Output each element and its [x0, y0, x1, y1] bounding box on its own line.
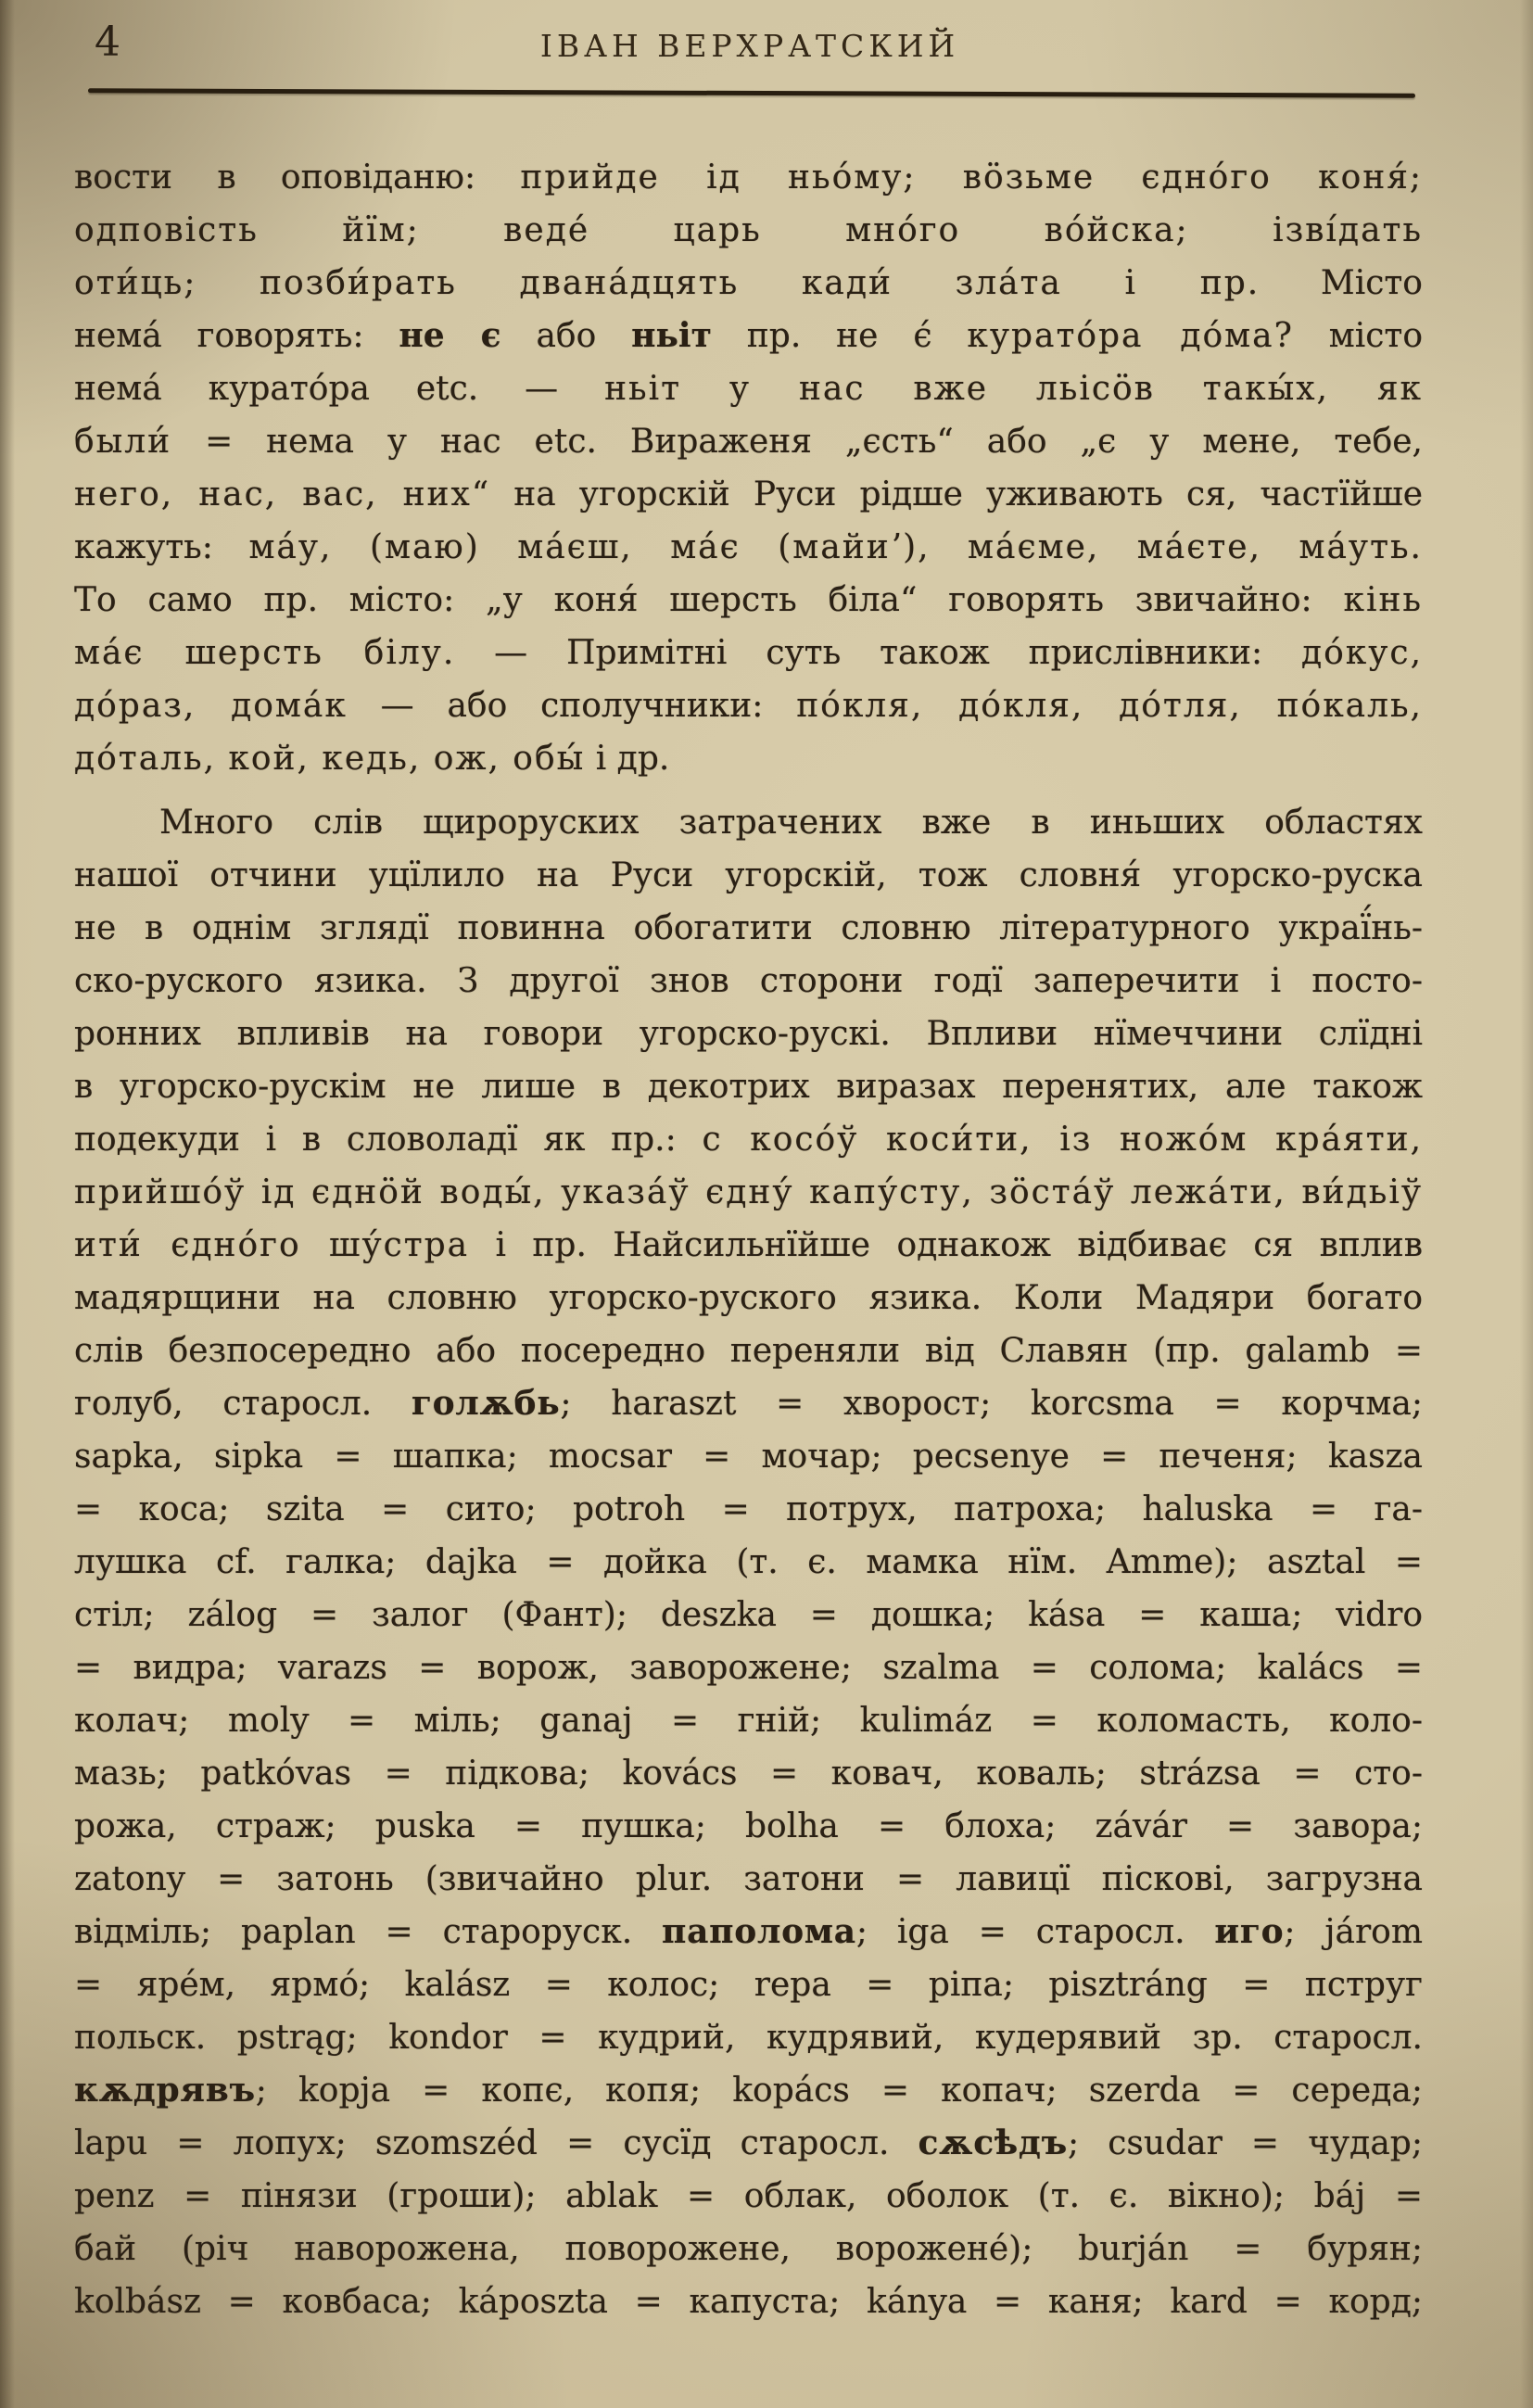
- text-line: [74, 2275, 1423, 2328]
- text-segment-n: колач; moly = міль; ganaj = гній; kulimáz = коломасть, коло-: [74, 1702, 1423, 1740]
- text-line: [74, 1589, 1423, 1641]
- text-line: [74, 1641, 1423, 1694]
- text-line: [74, 2064, 1423, 2117]
- text-segment-n: мазь; patkóvas = підкова; kovács = ковач, коваль; strázsa = сто-: [74, 1755, 1423, 1793]
- text-segment-n: на угорскій Руси рідше уживають ся, частїйше: [490, 475, 1423, 513]
- text-line: [74, 151, 1423, 204]
- text-segment-n: ; haraszt = хворост; korcsma = корчма;: [560, 1385, 1424, 1423]
- text-line: [74, 1800, 1423, 1853]
- text-line: [74, 1324, 1423, 1377]
- text-line: [74, 732, 1423, 785]
- text-segment-n: ; iga = старосл.: [855, 1913, 1215, 1951]
- text-segment-n: Много слів щироруских затрачених вже в иньших областях: [159, 804, 1423, 842]
- text-line: [74, 2117, 1423, 2170]
- text-segment-n: в угорско-рускім не лише в декотрих виразах перенятих, але також: [74, 1068, 1423, 1106]
- text-segment-n: = коса; szita = сито; potroh = потрух, патроха; haluska = га-: [74, 1490, 1423, 1528]
- text-segment-sp: одповість йїм; веде́ царь мно́го во́йска; ізві́дать: [74, 211, 1423, 249]
- text-segment-n: lapu = лопух; szomszéd = сусїд старосл.: [74, 2124, 919, 2162]
- text-segment-n: голуб, старосл.: [74, 1385, 412, 1423]
- text-segment-sp: ма́є шерсть білу.: [74, 634, 456, 672]
- text-line: [74, 1113, 1423, 1166]
- text-segment-n: місто: [1293, 317, 1424, 355]
- text-line: [74, 1166, 1423, 1219]
- text-segment-n: бай (річ наворожена, поворожене, ворожене́); burján = бурян;: [74, 2230, 1423, 2268]
- text-segment-n: kolbász = ковбаса; káposzta = капуста; kánya = каня; kard = корд;: [74, 2283, 1423, 2321]
- text-line: [74, 1272, 1423, 1324]
- text-segment-osl: голѫбь: [411, 1384, 561, 1423]
- text-segment-n: нема́ говорять:: [74, 317, 399, 355]
- text-segment-n: не в однім зглядї повинна обогатити словню літературного украї́нь-: [74, 909, 1423, 947]
- header-rule: [88, 88, 1415, 97]
- text-segment-n: подекуди і в словоладї як пр.:: [74, 1121, 703, 1159]
- text-line: [74, 574, 1423, 627]
- text-line: [74, 468, 1423, 521]
- text-line: [74, 257, 1423, 310]
- text-segment-n: польск. pstrąg; kondor = кудрий, кудрявий, кудерявий зр. старосл.: [74, 2019, 1423, 2057]
- text-line: [74, 415, 1423, 468]
- text-segment-n: penz = пінязи (гроши); ablak = облак, оболок (т. є. вікно); báj =: [74, 2177, 1423, 2215]
- text-line: [74, 2170, 1423, 2223]
- text-segment-b: не є: [399, 316, 501, 355]
- text-segment-n: ; kopja = копє, копя; kopács = копач; szerda = середа;: [255, 2072, 1423, 2110]
- text-segment-n: і др.: [585, 740, 670, 778]
- text-line: [74, 955, 1423, 1008]
- text-segment-sp: кінь: [1343, 581, 1423, 619]
- text-segment-n: ронних впливів на говори угорско-рускі. Впливи нїмеччини слїдні: [74, 1015, 1423, 1053]
- page-number: 4: [95, 19, 120, 66]
- text-segment-sp: по́кля, до́кля, до́тля, по́каль,: [796, 687, 1423, 725]
- text-line: [74, 1430, 1423, 1483]
- text-segment-n: нашої отчини уцїлило на Руси угорскій, тож словня́ угорско-руска: [74, 856, 1423, 894]
- text-segment-n: ско-руского язика. З другої знов сторони годї заперечити і посто-: [74, 962, 1423, 1000]
- text-segment-n: — або сполучники:: [347, 687, 797, 725]
- text-line: [74, 521, 1423, 574]
- text-segment-sp: ньіт у нас вже льісӧв такы́х, як: [604, 370, 1423, 408]
- text-segment-sp: курато́ра до́ма?: [967, 317, 1294, 355]
- page-text: [74, 151, 1423, 2328]
- text-line: [74, 1694, 1423, 1747]
- text-segment-osl: сѫсѣдъ: [918, 2123, 1068, 2162]
- text-line: [74, 1483, 1423, 1536]
- text-line: [74, 849, 1423, 902]
- text-line: [74, 1060, 1423, 1113]
- text-segment-sp: оти́ць; позби́рать двана́дцять кади́ зла́та і пр.: [74, 264, 1261, 302]
- text-segment-sp: до́кус,: [1300, 634, 1423, 672]
- text-segment-n: рожа, страж; puska = пушка; bolha = блоха; závár = завора;: [74, 1807, 1423, 1845]
- text-line: [74, 679, 1423, 732]
- text-segment-n: вости в оповіданю:: [74, 158, 521, 196]
- text-segment-sp: были́: [74, 423, 172, 461]
- text-line: [74, 1747, 1423, 1800]
- text-line: [74, 1377, 1423, 1430]
- text-line: [74, 902, 1423, 955]
- text-segment-n: і пр. Найсильнїйше однакож відбиває ся вплив: [469, 1226, 1423, 1264]
- text-line: [74, 2223, 1423, 2275]
- text-segment-n: відміль; paplan = староруск.: [74, 1913, 663, 1951]
- text-segment-osl: кѫдрявъ: [74, 2071, 256, 2110]
- text-line: [74, 627, 1423, 679]
- text-segment-sp: прийде ід ньо́му; вӧзьме єдно́го коня́;: [520, 158, 1424, 196]
- text-segment-n: — Примітні суть також прислівники:: [455, 634, 1301, 672]
- text-line: [74, 1958, 1423, 2011]
- text-segment-n: нема́ курато́ра etc. —: [74, 370, 605, 408]
- text-segment-n: пр. не є́: [711, 317, 968, 355]
- text-segment-b: ньіт: [631, 316, 712, 355]
- text-segment-n: Місто: [1260, 264, 1423, 302]
- text-segment-n: ; járom: [1284, 1913, 1423, 1951]
- text-segment-n: = яре́м, ярмо́; kalász = колос; repa = ріпа; pisztráng = пструг: [74, 1966, 1423, 2004]
- text-line: [74, 1219, 1423, 1272]
- text-segment-n: То само пр. місто: „у коня́ шерсть біла“ говорять звичайно:: [74, 581, 1344, 619]
- text-segment-n: кажуть:: [74, 528, 249, 566]
- text-segment-sp: до́таль, кой, кедь, ож, обы́: [74, 740, 586, 778]
- paragraph: [74, 151, 1423, 785]
- text-line: [74, 1906, 1423, 1958]
- text-segment-sp: с косо́ў коси́ти, із ножо́м кра́яти,: [702, 1121, 1424, 1159]
- text-segment-sp: ити́ єдно́го шу́стра: [74, 1226, 470, 1264]
- text-line: [74, 1853, 1423, 1906]
- text-segment-sp: прийшо́ў ід єднӧй воды́, указа́ў єдну́ капу́сту, зӧста́ў лежа́ти, ви́дьіў: [74, 1173, 1423, 1211]
- text-line: [74, 310, 1423, 362]
- text-line: [74, 796, 1423, 849]
- text-segment-sp: ма́у, (маю) ма́єш, ма́є (майиʼ), ма́єме, ма́єте, ма́уть.: [248, 528, 1423, 566]
- text-segment-n: sapka, sipka = шапка; mocsar = мочар; pecsenye = печеня; kasza: [74, 1438, 1423, 1476]
- text-segment-osl: паполома: [662, 1912, 856, 1951]
- running-header-title: ІВАН ВЕРХРАТСКИЙ: [539, 28, 960, 64]
- text-line: [74, 2011, 1423, 2064]
- text-line: [74, 362, 1423, 415]
- text-segment-sp: до́раз, дома́к: [74, 687, 348, 725]
- text-segment-n: мадярщини на словню угорско-руского язика. Коли Мадяри богато: [74, 1279, 1423, 1317]
- text-line: [74, 1536, 1423, 1589]
- text-segment-n: слів безпосередно або посередно переняли від Славян (пр. galamb =: [74, 1332, 1423, 1370]
- text-segment-n: або: [500, 317, 632, 355]
- text-segment-n: = видра; varazs = ворож, заворожене; szalma = солома; kalács =: [74, 1649, 1423, 1687]
- text-segment-n: zatony = затонь (звичайно plur. затони = лавицї піскові, загрузна: [74, 1860, 1423, 1898]
- paragraph: [74, 796, 1423, 2328]
- text-segment-osl: иго: [1214, 1912, 1285, 1951]
- text-segment-n: лушка cf. галка; dajka = дойка (т. є. мамка нїм. Amme); asztal =: [74, 1543, 1423, 1581]
- text-segment-n: ; csudar = чудар;: [1067, 2124, 1423, 2162]
- text-segment-sp: него, нас, вас, них“: [74, 475, 491, 513]
- text-line: [74, 204, 1423, 257]
- text-segment-n: стіл; zálog = залог (Фант); deszka = дошка; kása = каша; vidro: [74, 1596, 1423, 1634]
- text-segment-n: = нема у нас etc. Вираженя „єсть“ або „є у мене, тебе,: [171, 423, 1423, 461]
- text-line: [74, 1008, 1423, 1060]
